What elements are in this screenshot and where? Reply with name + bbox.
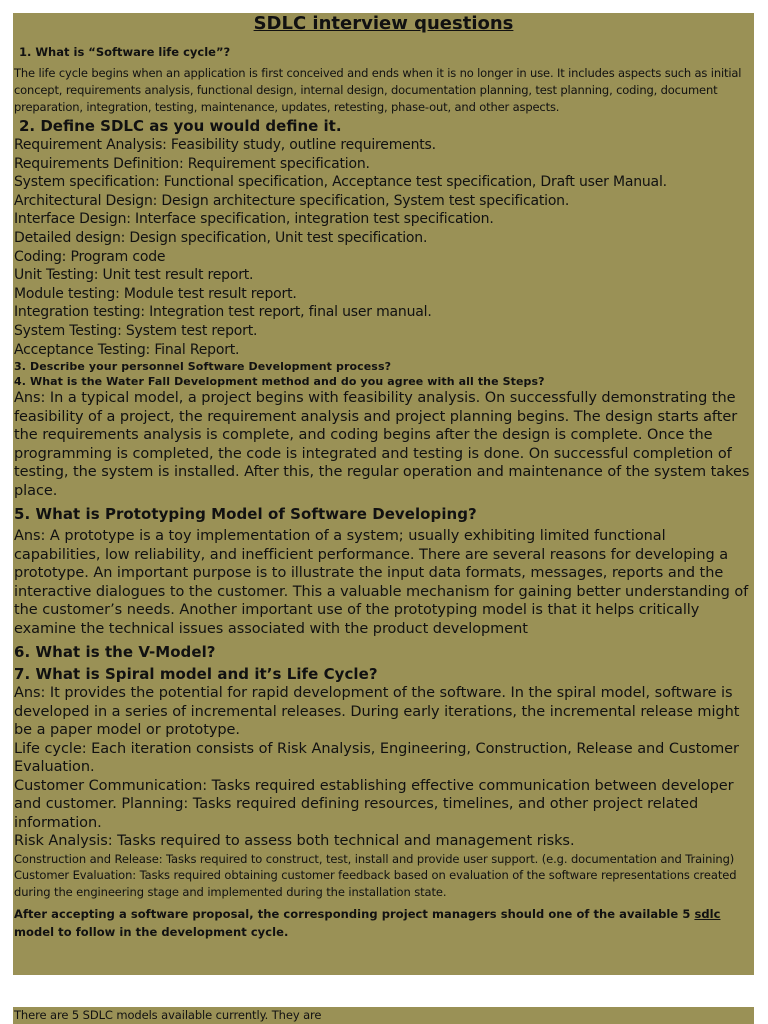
list-item: Requirement Analysis: Feasibility study, outline requirements. (14, 137, 436, 153)
risk-analysis-text: Risk Analysis: Tasks required to assess both technical and management risks. (14, 833, 575, 850)
question-3: 3. Describe your personnel Software Development process? (14, 360, 392, 374)
customer-communication-text: Customer Communication: Tasks required establishing effective communication between developer and customer. Planning: Tasks required defining resources, timelines, and other project related information. (14, 777, 734, 831)
question-7: 7. What is Spiral model and it’s Life Cycle? (14, 665, 378, 684)
answer-1: The life cycle begins when an application is first conceived and ends when it is no longer in use. It includes aspects such as initial concept, requirements analysis, functional design, internal design, documentation planning, test planning, coding, document preparation, integration, testing, maintenance, updates, retesting, phase-out, and other aspects. (14, 66, 742, 114)
life-cycle-text: Life cycle: Each iteration consists of Risk Analysis, Engineering, Construction, Release and Customer Evaluation. (14, 740, 739, 776)
list-item: Coding: Program code (14, 248, 166, 265)
document-page (13, 13, 754, 975)
construction-release-text: Construction and Release: Tasks required to construct, test, install and provide user support. (e.g. documentation and Training) (14, 851, 735, 866)
page-title: SDLC interview questions (253, 13, 514, 34)
list-item: Integration testing: Integration test report, final user manual. (14, 304, 432, 321)
list-item: Requirements Definition: Requirement specification. (14, 155, 370, 172)
list-item: Detailed design: Design specification, Unit test specification. (14, 229, 428, 246)
document-page-2 (13, 1007, 754, 1024)
list-item: Interface Design: Interface specification, integration test specification. (14, 211, 494, 228)
list-item: System Testing: System test report. (14, 322, 258, 339)
answer-5: Ans: A prototype is a toy implementation of a system; usually exhibiting limited functional capabilities, low reliability, and inefficient performance. There are several reasons for developing a prototype. An important purpose is to illustrate the input data formats, messages, reports and the interactive dialogues to the customer. This a valuable mechanism for gaining better understanding of the customer’s needs. Another important use of the prototyping model is that it helps critically examine the technical issues associated with the product development (14, 528, 749, 637)
sdlc-phase-list (14, 136, 753, 359)
answer-7: Ans: It provides the potential for rapid development of the software. In the spiral model, software is developed in a series of incremental releases. During early iterations, the incremental release might be a paper model or prototype. (14, 685, 740, 739)
list-item: Architectural Design: Design architecture specification, System test specification. (14, 192, 570, 209)
customer-evaluation-text: Customer Evaluation: Tasks required obtaining customer feedback based on evaluation of the software representations created during the engineering stage and implemented during the installation state. (14, 868, 737, 899)
sdlc-link[interactable]: sdlc (694, 907, 721, 922)
question-1: 1. What is “Software life cycle”? (19, 45, 231, 59)
closing-text-1: After accepting a software proposal, the corresponding project managers should one of the available 5 (14, 907, 695, 922)
page-2-text: There are 5 SDLC models available currently. They are (14, 1008, 322, 1022)
closing-paragraph (14, 905, 753, 941)
answer-4: Ans: In a typical model, a project begins with feasibility analysis. On successfully demonstrating the feasibility of a project, the requirement analysis and project planning begins. The design starts after the requirements analysis is complete, and coding begins after the design is complete. Once the programming is completed, the code is integrated and testing is done. On successful completion of testing, the system is installed. After this, the regular operation and maintenance of the system takes place. (14, 390, 750, 499)
question-4: 4. What is the Water Fall Development method and do you agree with all the Steps? (14, 375, 545, 389)
list-item: Acceptance Testing: Final Report. (14, 341, 240, 358)
question-2: 2. Define SDLC as you would define it. (19, 117, 342, 135)
closing-text-2: model to follow in the development cycle. (14, 925, 289, 940)
question-5: 5. What is Prototyping Model of Software Developing? (14, 505, 477, 524)
list-item: Module testing: Module test result report. (14, 285, 297, 302)
list-item: System specification: Functional specification, Acceptance test specification, Draft user Manual. (14, 174, 667, 191)
question-6: 6. What is the V-Model? (14, 643, 216, 662)
list-item: Unit Testing: Unit test result report. (14, 267, 254, 284)
